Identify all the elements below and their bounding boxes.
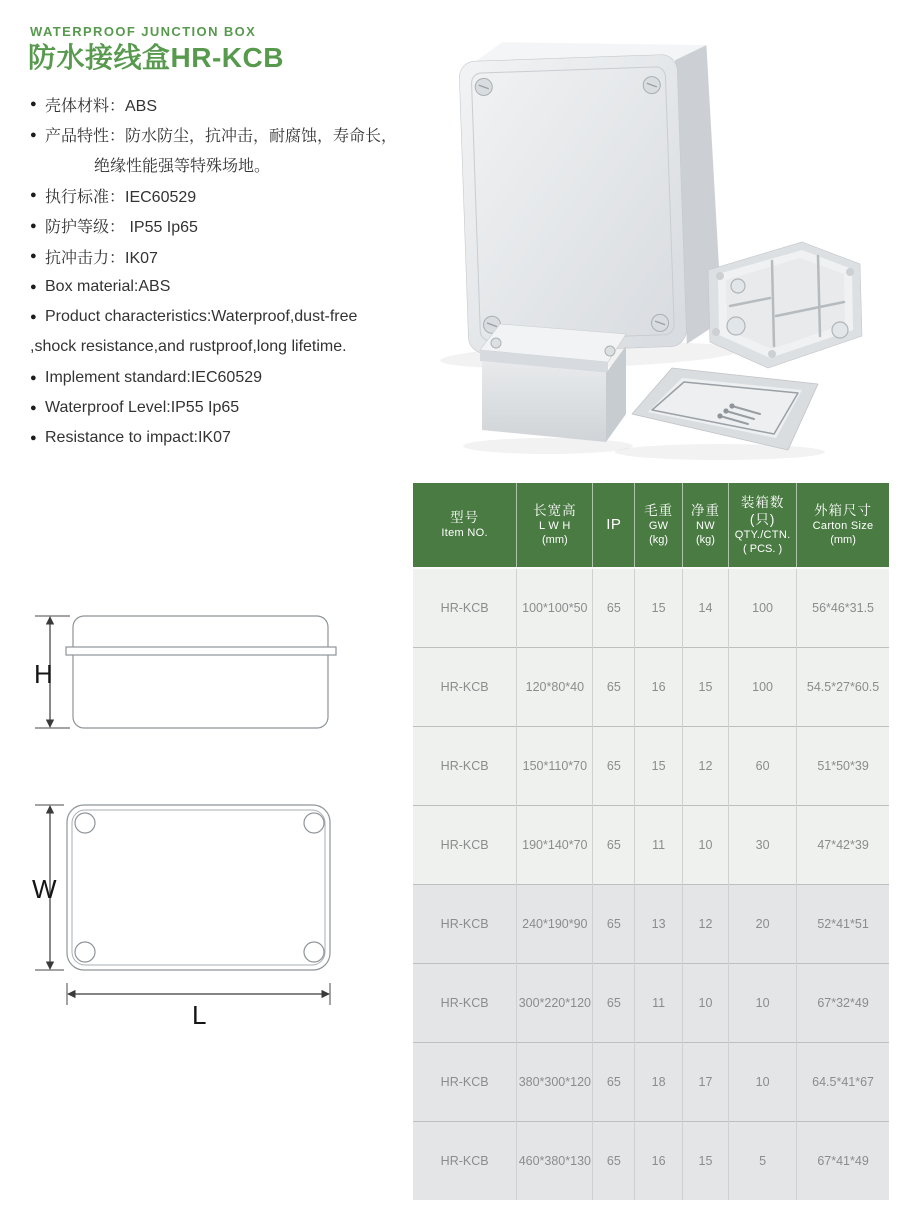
table-cell: 12 [682,727,728,806]
open-lid-tray [615,368,825,460]
table-cell: HR-KCB [413,727,517,806]
top-view-diagram [30,793,410,1028]
side-view-diagram [30,598,410,748]
table-cell: 16 [635,1122,683,1201]
feature-item [30,119,430,149]
side-view-svg [30,598,410,748]
bullet-icon: ● [30,98,37,111]
table-row [413,648,889,727]
feature-text: 防护等级： IP55 Ip65 [45,219,198,237]
feature-text: Product characteristics:Waterproof,dust-free [45,307,358,325]
feature-item [30,89,430,119]
height-dimension-label: H [34,659,53,689]
table-cell: 10 [729,964,797,1043]
table-cell: 15 [635,568,683,648]
table-row [413,1122,889,1201]
feature-item [30,271,430,301]
bullet-icon: ● [30,219,37,232]
feature-text: 执行标准：IEC60529 [45,188,197,206]
table-cell: 380*300*120 [517,1043,593,1122]
spec-table-head-row [413,483,889,568]
table-cell: 18 [635,1043,683,1122]
table-cell: 60 [729,727,797,806]
feature-text: 抗冲击力：IK07 [45,249,158,267]
col-header-ip [593,483,635,568]
bullet-icon: ● [30,250,37,263]
table-cell: 100 [729,648,797,727]
table-cell: 65 [593,727,635,806]
header-text-unit: (mm) [830,533,856,546]
spec-table-body [413,568,889,1200]
bullet-icon: ● [30,128,37,141]
table-cell: HR-KCB [413,885,517,964]
col-header-lwh [517,483,593,568]
table-cell: 11 [635,806,683,885]
header-text-zh: 外箱尺寸 [814,503,873,519]
feature-item [30,332,430,362]
table-cell: 65 [593,648,635,727]
feature-text: 绝缘性能强等特殊场地。 [94,158,271,176]
bullet-icon: ● [30,310,37,323]
table-cell: 20 [729,885,797,964]
header-text-zh: 净重 [690,503,720,519]
table-cell: 100 [729,568,797,648]
table-row [413,568,889,648]
feature-text: 壳体材料：ABS [45,97,158,115]
table-cell: 14 [682,568,728,648]
col-header-carton [797,483,889,568]
table-row [413,964,889,1043]
table-cell: 54.5*27*60.5 [797,648,889,727]
header-text-zh: 装箱数(只) [740,494,785,528]
table-cell: 100*100*50 [517,568,593,648]
feature-item [30,393,430,423]
table-cell: 65 [593,806,635,885]
feature-text: 产品特性：防水防尘，抗冲击，耐腐蚀，寿命长， [45,128,398,146]
table-cell: 30 [729,806,797,885]
feature-text: Resistance to impact:IK07 [45,429,231,447]
table-cell: 65 [593,1122,635,1201]
table-row [413,1043,889,1122]
bullet-icon: ● [30,402,37,415]
table-cell: 240*190*90 [517,885,593,964]
header-text-zh: 型号 [450,510,480,526]
eyebrow-title: WATERPROOF JUNCTION BOX [30,24,257,39]
table-cell: 460*380*130 [517,1122,593,1201]
header-text-en: L W H [539,520,571,533]
header-text-zh: IP [606,516,622,534]
table-cell: 16 [635,648,683,727]
feature-text: ,shock resistance,and rustproof,long lifetime. [30,338,347,356]
table-cell: 300*220*120 [517,964,593,1043]
feature-item [30,302,430,332]
header-text-unit: ( PCS. ) [743,542,783,555]
header-text-zh: 毛重 [644,503,674,519]
table-cell: 65 [593,1043,635,1122]
col-header-qty [729,483,797,568]
table-cell: 10 [682,806,728,885]
header-text-en: Item NO. [441,526,488,539]
table-cell: 65 [593,568,635,648]
table-cell: 65 [593,964,635,1043]
product-photo [420,18,890,473]
table-cell: 67*41*49 [797,1122,889,1201]
feature-item [30,211,430,241]
col-header-nw [682,483,728,568]
table-row [413,885,889,964]
table-cell: 65 [593,885,635,964]
feature-item [30,363,430,393]
table-cell: HR-KCB [413,1043,517,1122]
spec-table-head [413,483,889,568]
table-cell: HR-KCB [413,648,517,727]
header-text-en: GW [648,520,669,533]
header-text-en: NW [696,520,715,533]
table-cell: HR-KCB [413,1122,517,1201]
table-cell: 11 [635,964,683,1043]
feature-text: Implement standard:IEC60529 [45,368,263,386]
table-cell: 10 [682,964,728,1043]
table-cell: 15 [635,727,683,806]
table-cell: HR-KCB [413,568,517,648]
table-cell: 12 [682,885,728,964]
table-row [413,806,889,885]
feature-item [30,241,430,271]
table-cell: 64.5*41*67 [797,1043,889,1122]
spec-table [413,483,889,1200]
header-text-en: QTY./CTN. [734,528,791,541]
header-text-zh: 长宽高 [533,503,577,519]
col-header-gw [635,483,683,568]
feature-text: Waterproof Level:IP55 Ip65 [45,399,240,417]
table-cell: HR-KCB [413,806,517,885]
feature-list [30,89,430,454]
table-cell: 52*41*51 [797,885,889,964]
bullet-icon: ● [30,371,37,384]
large-junction-box [429,34,740,372]
table-cell: 51*50*39 [797,727,889,806]
top-view-svg [30,793,410,1028]
length-dimension-label: L [192,1000,207,1028]
table-cell: 15 [682,1122,728,1201]
feature-item [30,423,430,453]
table-row [413,727,889,806]
table-cell: 190*140*70 [517,806,593,885]
header-text-unit: (kg) [649,533,669,546]
header-text-unit: (kg) [696,533,715,546]
header-text-en: Carton Size [812,520,874,533]
table-cell: 56*46*31.5 [797,568,889,648]
bullet-icon: ● [30,189,37,202]
page-title: 防水接线盒HR-KCB [28,42,284,73]
table-cell: 10 [729,1043,797,1122]
table-cell: 47*42*39 [797,806,889,885]
feature-item [30,180,430,210]
col-header-item-no [413,483,517,568]
feature-text: Box material:ABS [45,277,171,295]
table-cell: 17 [682,1043,728,1122]
table-cell: HR-KCB [413,964,517,1043]
small-junction-box [463,324,633,454]
table-cell: 120*80*40 [517,648,593,727]
header-text-unit: (mm) [542,533,568,546]
width-dimension-label: W [32,874,57,904]
table-cell: 13 [635,885,683,964]
table-cell: 5 [729,1122,797,1201]
junction-box-photo-illustration [420,18,890,473]
table-cell: 150*110*70 [517,727,593,806]
lid-flange [66,647,336,655]
feature-item [30,150,430,180]
bullet-icon: ● [30,432,37,445]
table-cell: 15 [682,648,728,727]
open-junction-box [708,242,862,368]
bullet-icon: ● [30,280,37,293]
table-cell: 67*32*49 [797,964,889,1043]
